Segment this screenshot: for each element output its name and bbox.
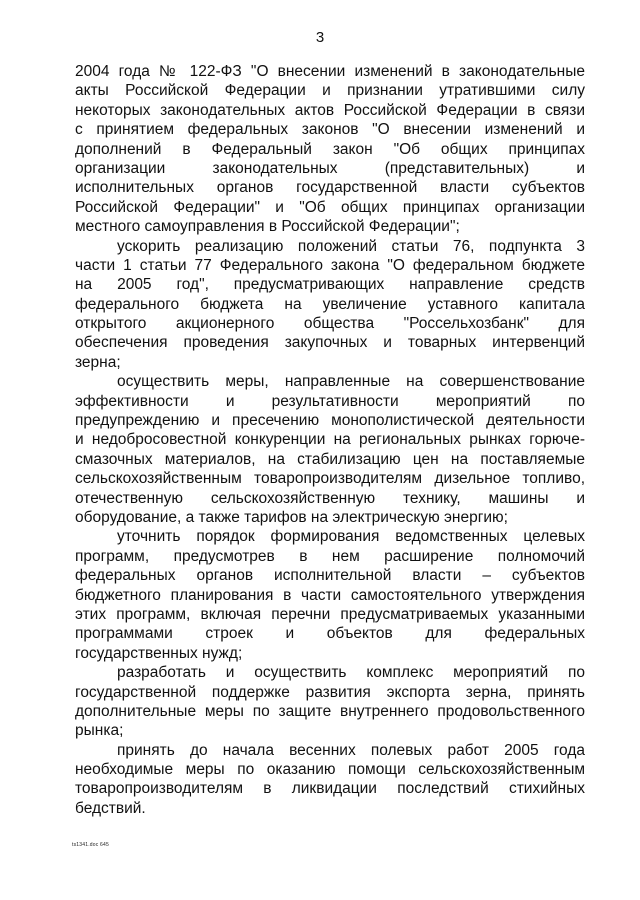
- text-line: рынка;: [75, 722, 124, 740]
- document-body: [75, 62, 585, 818]
- text-line: осуществить меры, направленные на совершенствование: [117, 373, 585, 391]
- paragraph-export: [75, 663, 585, 741]
- text-line: обеспечения проведения закупочных и товарных интервенций: [75, 334, 585, 352]
- text-line: смазочных материалов, на стабилизацию цен на поставляемые: [75, 450, 585, 468]
- paragraph-programs: [75, 527, 585, 663]
- text-line: акты Российской Федерации и признании утратившими силу: [75, 82, 585, 100]
- text-line: государственной поддержке развития экспорта зерна, принять: [75, 683, 585, 701]
- text-line: зерна;: [75, 353, 121, 371]
- text-line: сельскохозяйственным товаропроизводителям дизельное топливо,: [75, 470, 585, 488]
- text-line: дополнений в Федеральный закон "Об общих принципах: [75, 140, 585, 158]
- text-line: Российской Федерации" и "Об общих принципах организации: [75, 198, 585, 216]
- footer-file-mark: ts1341.doc 645: [72, 842, 109, 848]
- paragraph-continuation: [75, 62, 585, 237]
- text-line: федерального бюджета на увеличение уставного капитала: [75, 295, 585, 313]
- paragraph-disaster: [75, 741, 585, 819]
- text-line: предупреждению и пресечению монополистической деятельности: [75, 412, 585, 430]
- text-line: с принятием федеральных законов "О внесении изменений и: [75, 121, 585, 139]
- text-line: федеральных органов исполнительной власти – субъектов: [75, 567, 585, 585]
- text-line: ускорить реализацию положений статьи 76, подпункта 3: [117, 237, 585, 255]
- text-line: дополнительные меры по защите внутреннего продовольственного: [75, 702, 585, 720]
- text-line: открытого акционерного общества "Россельхозбанк" для: [75, 315, 585, 333]
- text-line: необходимые меры по оказанию помощи сельскохозяйственным: [75, 761, 585, 779]
- text-line: местного самоуправления в Российской Федерации";: [75, 218, 460, 236]
- text-line: оборудование, а также тарифов на электрическую энергию;: [75, 508, 508, 526]
- text-line: отечественную сельскохозяйственную технику, машины и: [75, 489, 585, 507]
- text-line: этих программ, включая перечни предусматриваемых указанными: [75, 605, 585, 623]
- text-line: уточнить порядок формирования ведомственных целевых: [117, 528, 585, 546]
- text-line: 2004 года № 122-ФЗ "О внесении изменений в законодательные: [75, 63, 585, 80]
- paragraph-measures: [75, 372, 585, 527]
- page-number: 3: [315, 29, 325, 46]
- text-line: эффективности и результативности мероприятий по: [75, 392, 585, 410]
- text-line: части 1 статьи 77 Федерального закона "О федеральном бюджете: [75, 256, 585, 274]
- text-line: на 2005 год", предусматривающих направление средств: [75, 276, 585, 294]
- text-line: организации законодательных (представительных) и: [75, 159, 585, 177]
- text-line: государственных нужд;: [75, 644, 243, 662]
- text-line: бюджетного планирования в части самостоятельного утверждения: [75, 586, 585, 604]
- text-line: программ, предусмотрев в нем расширение полномочий: [75, 547, 585, 565]
- text-line: разработать и осуществить комплекс мероприятий по: [117, 664, 585, 682]
- text-line: некоторых законодательных актов Российской Федерации в связи: [75, 101, 585, 119]
- text-line: товаропроизводителям в ликвидации последствий стихийных: [75, 780, 585, 798]
- text-line: принять до начала весенних полевых работ 2005 года: [117, 741, 585, 759]
- paragraph-accelerate: [75, 237, 585, 373]
- text-line: бедствий.: [75, 799, 146, 817]
- text-line: исполнительных органов государственной власти субъектов: [75, 179, 585, 197]
- text-line: программами строек и объектов для федеральных: [75, 625, 585, 643]
- text-line: и недобросовестной конкуренции на региональных рынках горюче-: [75, 431, 585, 449]
